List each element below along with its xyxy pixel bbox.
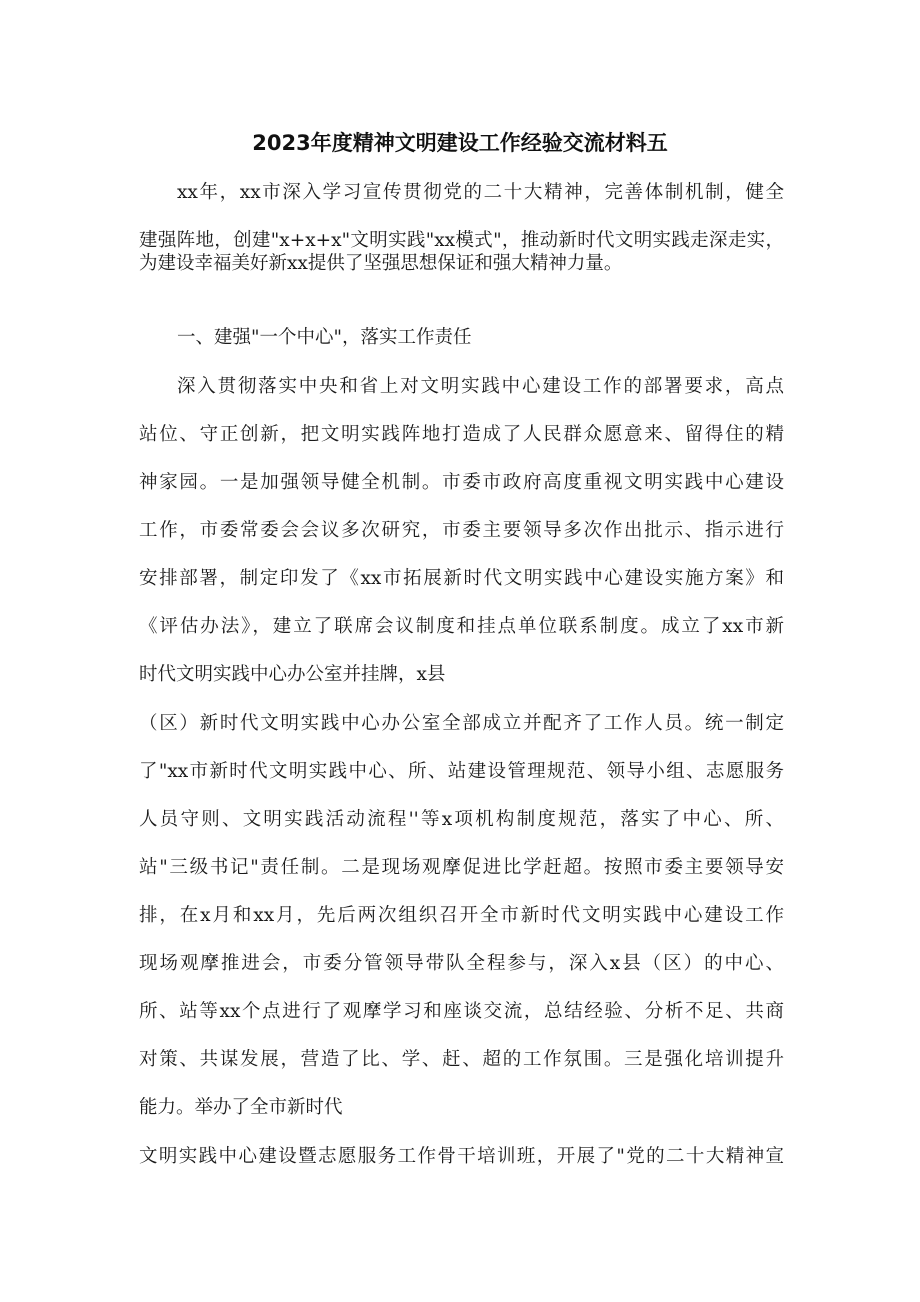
- paragraph-line: 站位、守正创新，把文明实践阵地打造成了人民群众愿意来、留得住的精: [139, 424, 784, 445]
- paragraph-line: 时代文明实践中心办公室并挂牌，x县: [139, 664, 446, 685]
- paragraph-line: 神家园。一是加强领导健全机制。市委市政府高度重视文明实践中心建设: [139, 472, 784, 493]
- paragraph-line: 现场观摩推进会，市委分管领导带队全程参与，深入x县（区）的中心、: [139, 953, 784, 974]
- document-title: 2023年度精神文明建设工作经验交流材料五: [252, 131, 668, 155]
- paragraph-line: （区）新时代文明实践中心办公室全部成立并配齐了工作人员。统一制定: [139, 713, 784, 734]
- paragraph-line: 《评估办法》，建立了联席会议制度和挂点单位联系制度。成立了xx市新: [139, 616, 784, 637]
- paragraph-line: 所、站等xx个点进行了观摩学习和座谈交流，总结经验、分析不足、共商: [139, 1001, 784, 1022]
- paragraph-line: xx年，xx市深入学习宣传贯彻党的二十大精神，完善体制机制，健全: [177, 182, 784, 203]
- paragraph-line: 安排部署，制定印发了《xx市拓展新时代文明实践中心建设实施方案》和: [139, 568, 784, 589]
- paragraph-line: 能力。举办了全市新时代: [139, 1097, 343, 1118]
- paragraph-line: 站"三级书记"责任制。二是现场观摩促进比学赶超。按照市委主要领导安: [139, 857, 784, 878]
- paragraph-line: 文明实践中心建设暨志愿服务工作骨干培训班，开展了"党的二十大精神宣: [139, 1146, 784, 1167]
- section-heading: 一、建强"一个中心"，落实工作责任: [177, 327, 472, 348]
- paragraph-line: 人员守则、文明实践活动流程''等x项机构制度规范，落实了中心、所、: [139, 809, 784, 830]
- paragraph-line: 建强阵地，创建"x+x+x"文明实践"xx模式"，推动新时代文明实践走深走实，: [139, 230, 784, 251]
- paragraph-line: 对策、共谋发展，营造了比、学、赶、超的工作氛围。三是强化培训提升: [139, 1049, 784, 1070]
- paragraph-line: 工作，市委常委会会议多次研究，市委主要领导多次作出批示、指示进行: [139, 520, 784, 541]
- paragraph-line: 了"xx市新时代文明实践中心、所、站建设管理规范、领导小组、志愿服务: [139, 761, 784, 782]
- paragraph-line: 深入贯彻落实中央和省上对文明实践中心建设工作的部署要求，高点: [177, 376, 784, 397]
- paragraph-line: 排，在x月和xx月，先后两次组织召开全市新时代文明实践中心建设工作: [139, 905, 784, 926]
- paragraph-line: 为建设幸福美好新xx提供了坚强思想保证和强大精神力量。: [139, 253, 623, 274]
